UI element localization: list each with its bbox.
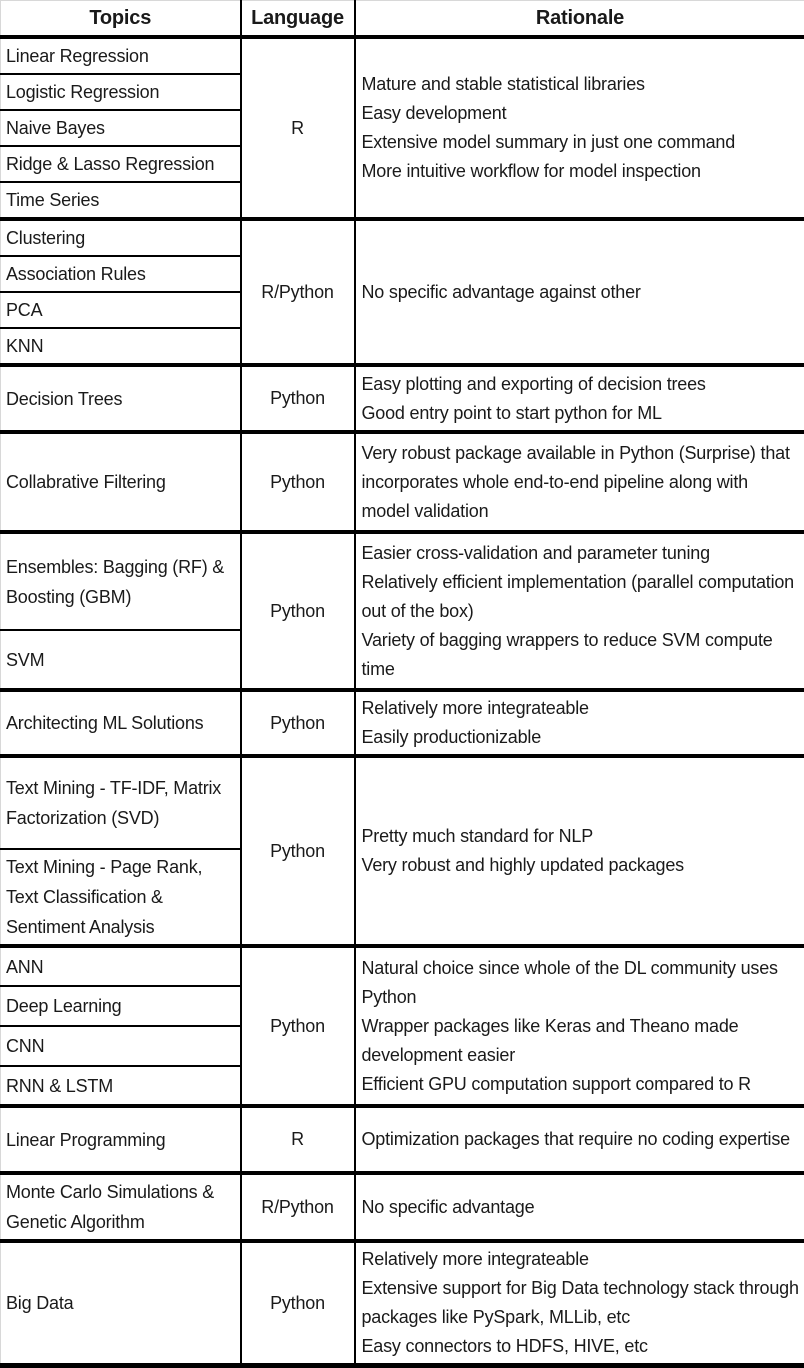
rationale-line: Variety of bagging wrappers to reduce SVM compute time bbox=[362, 626, 801, 684]
rationale-line: Relatively more integrateable bbox=[362, 694, 801, 723]
table-header bbox=[1, 1, 804, 38]
rationale-line: More intuitive workflow for model inspection bbox=[362, 157, 801, 186]
rationale-cell bbox=[355, 37, 804, 219]
rationale-line: Wrapper packages like Keras and Theano made development easier bbox=[362, 1012, 801, 1070]
language-cell: Python bbox=[241, 365, 355, 432]
topic-cell: Collabrative Filtering bbox=[1, 432, 241, 532]
topic-cell: Text Mining - Page Rank, Text Classification & Sentiment Analysis bbox=[1, 849, 241, 946]
table-row bbox=[1, 946, 804, 986]
topic-cell: KNN bbox=[1, 328, 241, 365]
rationale-line: Easy connectors to HDFS, HIVE, etc bbox=[362, 1332, 801, 1361]
table-row bbox=[1, 756, 804, 849]
language-cell: R/Python bbox=[241, 219, 355, 365]
table-row bbox=[1, 1241, 804, 1366]
rationale-line: Good entry point to start python for ML bbox=[362, 399, 801, 428]
rationale-cell bbox=[355, 946, 804, 1106]
topic-cell: Text Mining - TF-IDF, Matrix Factorization (SVD) bbox=[1, 756, 241, 849]
language-cell: Python bbox=[241, 1241, 355, 1366]
col-header-language: Language bbox=[241, 1, 355, 38]
topic-cell: Time Series bbox=[1, 182, 241, 219]
language-cell: Python bbox=[241, 946, 355, 1106]
rationale-line: Efficient GPU computation support compared to R bbox=[362, 1070, 801, 1099]
language-cell: R bbox=[241, 1106, 355, 1173]
topic-cell: ANN bbox=[1, 946, 241, 986]
rationale-cell bbox=[355, 219, 804, 365]
topic-cell: Ridge & Lasso Regression bbox=[1, 146, 241, 182]
table-row bbox=[1, 37, 804, 74]
col-header-topics: Topics bbox=[1, 1, 241, 38]
rationale-line: Easy development bbox=[362, 99, 801, 128]
col-header-rationale: Rationale bbox=[355, 1, 804, 38]
table-row bbox=[1, 532, 804, 630]
table-row bbox=[1, 1106, 804, 1173]
topic-cell: SVM bbox=[1, 630, 241, 690]
rationale-line: Very robust and highly updated packages bbox=[362, 851, 801, 880]
language-cell: Python bbox=[241, 690, 355, 756]
topic-cell: Association Rules bbox=[1, 256, 241, 292]
rationale-line: Extensive support for Big Data technology stack through packages like PySpark, MLLib, etc bbox=[362, 1274, 801, 1332]
topic-cell: Naive Bayes bbox=[1, 110, 241, 146]
table-row bbox=[1, 365, 804, 432]
rationale-cell bbox=[355, 1173, 804, 1241]
rationale-line: Extensive model summary in just one command bbox=[362, 128, 801, 157]
rationale-line: Very robust package available in Python (Surprise) that incorporates whole end-to-end pipeline along with model validation bbox=[362, 439, 801, 526]
topic-cell: Big Data bbox=[1, 1241, 241, 1366]
rationale-line: Relatively more integrateable bbox=[362, 1245, 801, 1274]
language-cell: R/Python bbox=[241, 1173, 355, 1241]
topic-cell: RNN & LSTM bbox=[1, 1066, 241, 1106]
language-cell: Python bbox=[241, 756, 355, 946]
language-cell: Python bbox=[241, 532, 355, 690]
rationale-cell bbox=[355, 1106, 804, 1173]
rationale-cell bbox=[355, 756, 804, 946]
rationale-line: Pretty much standard for NLP bbox=[362, 822, 801, 851]
topic-cell: Decision Trees bbox=[1, 365, 241, 432]
rationale-line: Optimization packages that require no coding expertise bbox=[362, 1125, 801, 1154]
rationale-cell bbox=[355, 1241, 804, 1366]
rationale-cell bbox=[355, 690, 804, 756]
topic-cell: CNN bbox=[1, 1026, 241, 1066]
language-cell: Python bbox=[241, 432, 355, 532]
rationale-line: No specific advantage bbox=[362, 1193, 801, 1222]
rationale-cell bbox=[355, 432, 804, 532]
rationale-line: No specific advantage against other bbox=[362, 278, 801, 307]
topic-cell: Monte Carlo Simulations & Genetic Algorithm bbox=[1, 1173, 241, 1241]
topic-cell: Architecting ML Solutions bbox=[1, 690, 241, 756]
table-row bbox=[1, 1173, 804, 1241]
rationale-cell bbox=[355, 365, 804, 432]
topic-cell: Ensembles: Bagging (RF) & Boosting (GBM) bbox=[1, 532, 241, 630]
table-row bbox=[1, 690, 804, 756]
table-row bbox=[1, 432, 804, 532]
rationale-line: Natural choice since whole of the DL community uses Python bbox=[362, 954, 801, 1012]
table-row bbox=[1, 219, 804, 256]
language-cell: R bbox=[241, 37, 355, 219]
rationale-cell bbox=[355, 532, 804, 690]
topic-cell: Deep Learning bbox=[1, 986, 241, 1026]
header-row bbox=[1, 1, 804, 38]
topic-cell: Logistic Regression bbox=[1, 74, 241, 110]
rationale-line: Relatively efficient implementation (parallel computation out of the box) bbox=[362, 568, 801, 626]
rationale-line: Easy plotting and exporting of decision trees bbox=[362, 370, 801, 399]
rationale-line: Easier cross-validation and parameter tuning bbox=[362, 539, 801, 568]
rationale-line: Easily productionizable bbox=[362, 723, 801, 752]
topic-cell: Linear Programming bbox=[1, 1106, 241, 1173]
topic-cell: PCA bbox=[1, 292, 241, 328]
rationale-line: Mature and stable statistical libraries bbox=[362, 70, 801, 99]
topic-cell: Linear Regression bbox=[1, 37, 241, 74]
topic-cell: Clustering bbox=[1, 219, 241, 256]
